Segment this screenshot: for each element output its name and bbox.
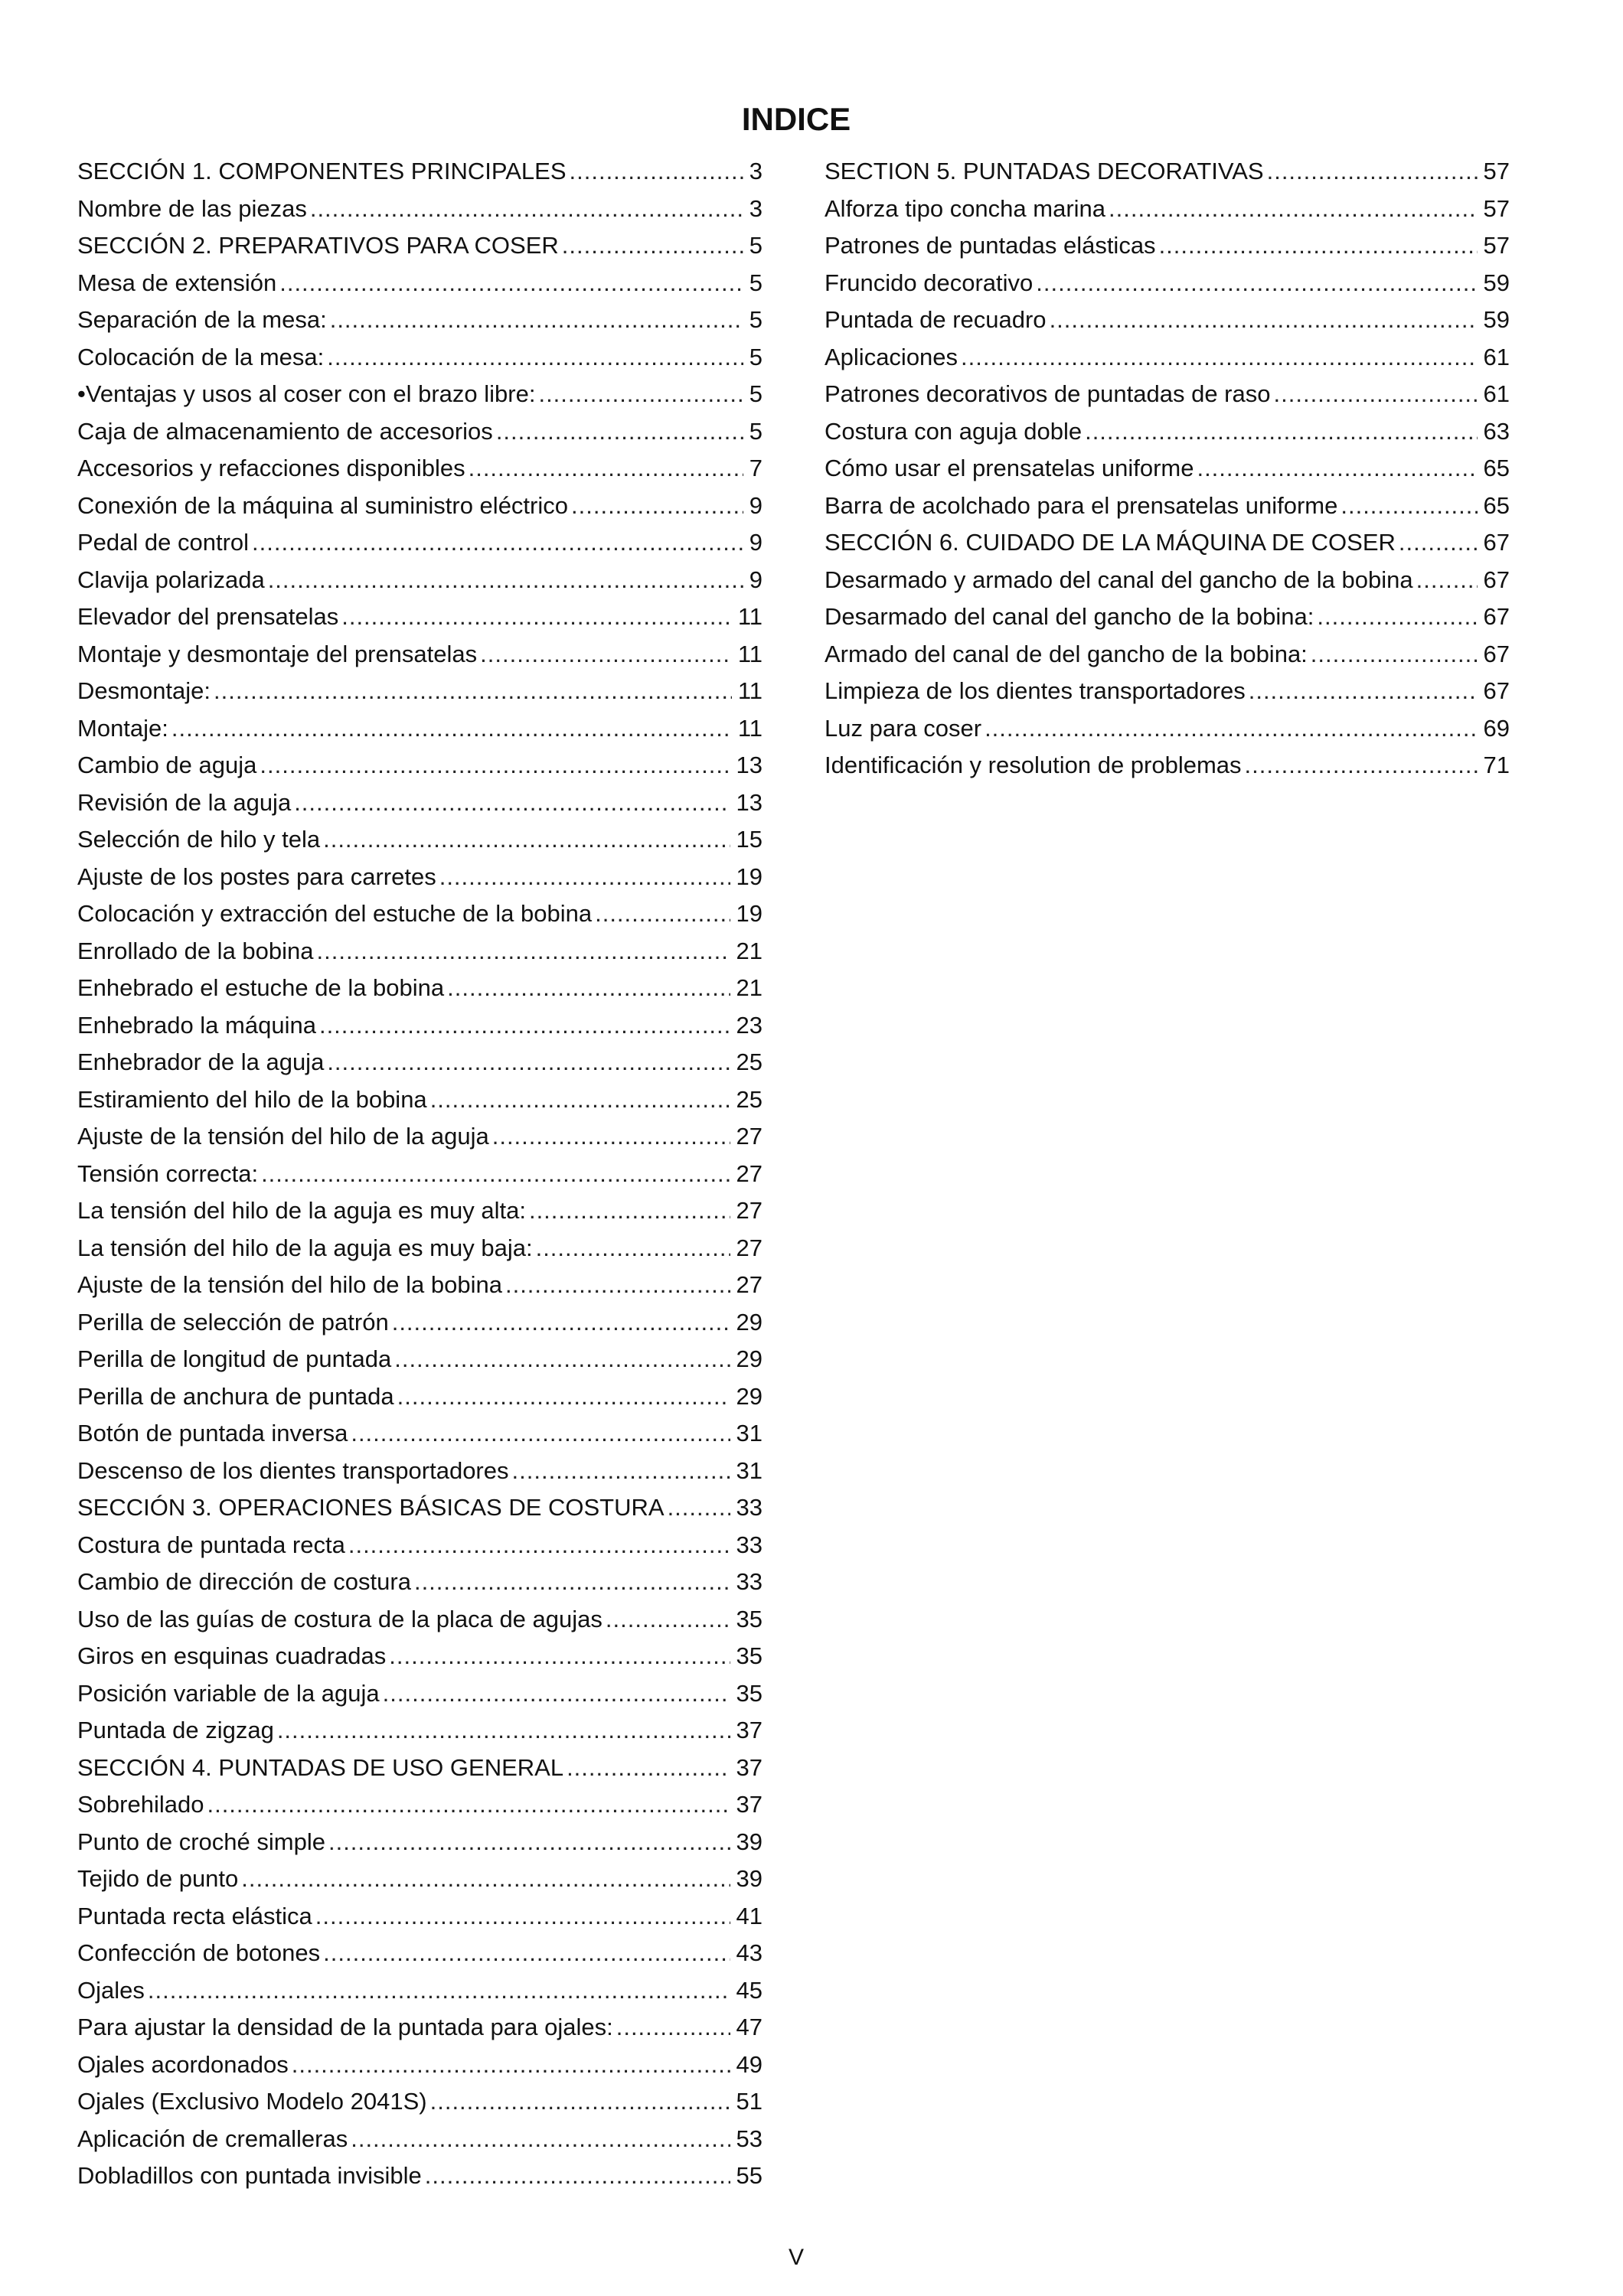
dot-leader (439, 859, 730, 896)
dot-leader (616, 2009, 730, 2047)
toc-entry[interactable] (77, 1304, 763, 1342)
dot-leader (319, 1007, 730, 1045)
toc-entry-page-number: 9 (749, 529, 763, 556)
dot-leader (512, 1453, 730, 1490)
toc-entry-page-number: 21 (736, 974, 763, 1001)
toc-entry[interactable] (77, 1118, 763, 1156)
toc-entry-label: Dobladillos con puntada invisible (77, 2162, 422, 2189)
toc-entry[interactable] (77, 1898, 763, 1936)
toc-entry-page-number: 27 (736, 1271, 763, 1298)
toc-entry-label: Armado del canal de del gancho de la bobina: (825, 640, 1308, 667)
toc-entry[interactable] (825, 339, 1510, 377)
dot-leader (323, 821, 730, 859)
toc-entry[interactable] (77, 1378, 763, 1416)
toc-entry-label: SECCIÓN 2. PREPARATIVOS PARA COSER (77, 232, 559, 259)
toc-entry[interactable] (77, 1489, 763, 1527)
toc-entry[interactable] (77, 1638, 763, 1675)
toc-entry-label: SECCIÓN 4. PUNTADAS DE USO GENERAL (77, 1753, 564, 1781)
toc-entry-label: La tensión del hilo de la aguja es muy alta: (77, 1197, 526, 1224)
dot-leader (571, 488, 743, 525)
toc-entry-label: Montaje: (77, 714, 168, 742)
toc-entry-label: Perilla de longitud de puntada (77, 1345, 392, 1372)
toc-entry[interactable] (77, 1230, 763, 1267)
toc-entry[interactable] (77, 1675, 763, 1713)
toc-entry[interactable] (825, 376, 1510, 413)
toc-entry[interactable] (77, 1972, 763, 2010)
toc-entry-label: Estiramiento del hilo de la bobina (77, 1085, 427, 1113)
toc-entry-page-number: 35 (736, 1642, 763, 1669)
toc-entry-label: Separación de la mesa: (77, 306, 327, 333)
dot-leader (252, 524, 743, 562)
toc-entry-page-number: 33 (736, 1531, 763, 1558)
toc-entry[interactable] (825, 562, 1510, 599)
toc-entry-label: Conexión de la máquina al suministro eléctrico (77, 491, 568, 519)
toc-entry-page-number: 29 (736, 1308, 763, 1336)
toc-entry-page-number: 37 (736, 1717, 763, 1743)
toc-entry-label: SECCIÓN 1. COMPONENTES PRINCIPALES (77, 158, 567, 184)
toc-entry[interactable] (77, 153, 763, 191)
dot-leader (214, 673, 732, 710)
toc-entry-page-number: 37 (736, 1791, 763, 1818)
toc-entry-label: Desmontaje: (77, 677, 211, 704)
toc-entry-label: Puntada de recuadro (825, 306, 1047, 333)
toc-entry[interactable] (77, 1564, 763, 1601)
dot-leader (277, 1712, 730, 1750)
dot-leader (447, 970, 730, 1007)
toc-entry-label: Confección de botones (77, 1939, 321, 1966)
toc-entry-page-number: 59 (1483, 306, 1510, 333)
toc-entry-label: Ajuste de los postes para carretes (77, 863, 436, 890)
toc-entry[interactable] (77, 821, 763, 859)
toc-entry[interactable] (77, 1712, 763, 1750)
toc-entry-label: Selección de hilo y tela (77, 826, 321, 853)
dot-leader (327, 339, 743, 377)
toc-entry-page-number: 5 (749, 269, 763, 296)
toc-entry-label: Aplicación de cremalleras (77, 2125, 348, 2152)
toc-entry-page-number: 25 (736, 1049, 763, 1075)
toc-entry[interactable] (77, 302, 763, 339)
toc-entry-label: Aplicaciones (825, 343, 958, 370)
toc-entry[interactable] (825, 710, 1510, 748)
dot-leader (310, 191, 743, 228)
toc-entry-page-number: 61 (1483, 343, 1510, 370)
toc-entry-page-number: 25 (736, 1085, 763, 1113)
toc-entry-label: Elevador del prensatelas (77, 603, 339, 630)
toc-entry-page-number: 37 (736, 1753, 763, 1781)
toc-entry-label: Patrones de puntadas elásticas (825, 232, 1156, 259)
toc-entry-page-number: 65 (1483, 455, 1510, 481)
toc-entry[interactable] (825, 191, 1510, 228)
dot-leader (327, 1044, 730, 1081)
dot-leader (1267, 153, 1478, 191)
toc-entry[interactable] (77, 1415, 763, 1453)
toc-entry-label: Mesa de extensión (77, 269, 277, 296)
toc-entry-page-number: 71 (1483, 752, 1510, 778)
dot-leader (480, 636, 732, 673)
dot-leader (323, 1935, 730, 1972)
dot-leader (328, 1824, 730, 1861)
toc-entry-page-number: 5 (749, 417, 763, 445)
dot-leader (606, 1601, 730, 1639)
toc-entry[interactable] (77, 562, 763, 599)
toc-entry[interactable] (77, 1527, 763, 1564)
dot-leader (241, 1861, 730, 1898)
dot-leader (341, 598, 732, 636)
toc-entry-label: Cambio de aguja (77, 752, 257, 778)
toc-entry[interactable] (77, 710, 763, 748)
toc-entry-label: Sobrehilado (77, 1791, 204, 1818)
toc-entry-label: Enhebrador de la aguja (77, 1049, 325, 1075)
toc-entry-page-number: 13 (736, 788, 763, 816)
toc-entry[interactable] (77, 488, 763, 525)
toc-entry-page-number: 39 (736, 1828, 763, 1855)
toc-entry[interactable] (77, 227, 763, 265)
toc-entry-label: Puntada recta elástica (77, 1902, 312, 1929)
toc-entry-label: Patrones decorativos de puntadas de raso (825, 380, 1271, 407)
toc-entry-label: Enrollado de la bobina (77, 937, 314, 964)
toc-entry-page-number: 11 (737, 714, 763, 742)
toc-entry-label: Colocación y extracción del estuche de la bobina (77, 900, 593, 927)
toc-entry[interactable] (825, 413, 1510, 451)
toc-entry[interactable] (77, 1192, 763, 1230)
dot-leader (1341, 488, 1477, 525)
toc-entry[interactable] (77, 339, 763, 377)
toc-entry-label: Revisión de la aguja (77, 788, 292, 816)
toc-entry[interactable] (77, 1267, 763, 1304)
toc-entry-label: SECTION 5. PUNTADAS DECORATIVAS (825, 158, 1264, 184)
dot-leader (279, 265, 743, 302)
toc-entry-label: Ajuste de la tensión del hilo de la aguja (77, 1123, 489, 1150)
toc-entry[interactable] (77, 1861, 763, 1898)
toc-entry-page-number: 9 (749, 491, 763, 519)
dot-leader (1416, 562, 1478, 599)
toc-entry-page-number: 5 (749, 232, 763, 259)
toc-entry-page-number: 29 (736, 1345, 763, 1372)
toc-entry-page-number: 53 (736, 2125, 763, 2152)
toc-entry-page-number: 67 (1483, 603, 1510, 630)
toc-right-column (825, 153, 1510, 784)
dot-leader (315, 1898, 730, 1936)
toc-entry-page-number: 59 (1483, 269, 1510, 296)
dot-leader (570, 153, 743, 191)
dot-leader (351, 2121, 730, 2158)
toc-entry-page-number: 49 (736, 2050, 763, 2078)
dot-leader (562, 227, 743, 265)
toc-entry-page-number: 19 (736, 863, 763, 890)
dot-leader (268, 562, 743, 599)
toc-entry-label: Costura con aguja doble (825, 417, 1083, 445)
dot-leader (1245, 747, 1478, 784)
toc-entry[interactable] (77, 895, 763, 933)
toc-entry[interactable] (77, 673, 763, 710)
dot-leader (1159, 227, 1478, 265)
toc-entry-page-number: 19 (736, 900, 763, 927)
dot-leader (1399, 524, 1478, 562)
dot-leader (397, 1378, 730, 1416)
toc-entry[interactable] (77, 1786, 763, 1824)
dot-leader (260, 747, 730, 784)
toc-entry-page-number: 5 (749, 380, 763, 407)
toc-entry[interactable] (77, 2121, 763, 2158)
toc-entry[interactable] (825, 673, 1510, 710)
toc-entry[interactable] (825, 153, 1510, 191)
toc-entry-page-number: 5 (749, 343, 763, 370)
toc-entry[interactable] (825, 450, 1510, 488)
toc-entry-label: Fruncido decorativo (825, 269, 1034, 296)
dot-leader (389, 1638, 730, 1675)
dot-leader (536, 1230, 730, 1267)
toc-entry-label: Giros en esquinas cuadradas (77, 1642, 387, 1669)
toc-entry-page-number: 55 (736, 2162, 763, 2189)
toc-entry-label: Tensión correcta: (77, 1159, 259, 1187)
toc-entry-page-number: 69 (1483, 714, 1510, 742)
toc-entry-page-number: 23 (736, 1011, 763, 1039)
dot-leader (985, 710, 1477, 748)
toc-entry-page-number: 35 (736, 1679, 763, 1707)
dot-leader (1311, 636, 1478, 673)
toc-entry-label: Caja de almacenamiento de accesorios (77, 417, 493, 445)
dot-leader (294, 784, 730, 822)
toc-entry-label: Perilla de selección de patrón (77, 1308, 389, 1336)
toc-entry[interactable] (825, 227, 1510, 265)
toc-entry-page-number: 47 (736, 2014, 763, 2040)
toc-entry-label: Enhebrado el estuche de la bobina (77, 974, 445, 1001)
toc-entry-label: •Ventajas y usos al coser con el brazo libre: (77, 380, 536, 407)
dot-leader (292, 2047, 730, 2084)
toc-entry-page-number: 13 (736, 752, 763, 778)
toc-entry[interactable] (77, 1081, 763, 1119)
toc-entry-page-number: 11 (737, 603, 763, 630)
toc-entry-label: Ojales (77, 1976, 145, 2004)
dot-leader (148, 1972, 730, 2010)
dot-leader (207, 1786, 730, 1824)
toc-entry-label: Ajuste de la tensión del hilo de la bobina (77, 1271, 502, 1298)
toc-entry-page-number: 43 (736, 1939, 763, 1966)
dot-leader (538, 376, 743, 413)
toc-entry[interactable] (77, 2157, 763, 2195)
toc-entry[interactable] (77, 1750, 763, 1787)
toc-entry-page-number: 67 (1483, 566, 1510, 593)
toc-entry[interactable] (77, 1601, 763, 1639)
dot-leader (529, 1192, 730, 1230)
dot-leader (414, 1564, 730, 1601)
toc-entry-label: Para ajustar la densidad de la puntada para ojales: (77, 2014, 613, 2040)
toc-entry-label: Luz para coser (825, 714, 982, 742)
dot-leader (261, 1156, 730, 1193)
toc-entry-label: Limpieza de los dientes transportadores (825, 677, 1246, 704)
dot-leader (595, 895, 730, 933)
toc-entry-label: SECCIÓN 6. CUIDADO DE LA MÁQUINA DE COSER (825, 529, 1396, 556)
dot-leader (330, 302, 743, 339)
dot-leader (505, 1267, 730, 1304)
toc-entry[interactable] (77, 1156, 763, 1193)
toc-entry[interactable] (77, 1044, 763, 1081)
toc-entry[interactable] (77, 747, 763, 784)
dot-leader (1085, 413, 1477, 451)
toc-entry[interactable] (825, 524, 1510, 562)
toc-entry-page-number: 5 (749, 306, 763, 333)
toc-entry-page-number: 9 (749, 566, 763, 593)
toc-entry[interactable] (825, 302, 1510, 339)
toc-entry-page-number: 57 (1483, 158, 1510, 184)
dot-leader (1317, 598, 1477, 636)
toc-entry-page-number: 15 (736, 826, 763, 853)
toc-entry[interactable] (825, 636, 1510, 673)
toc-entry-label: Puntada de zigzag (77, 1717, 274, 1743)
toc-entry-page-number: 7 (749, 455, 763, 481)
toc-entry-label: Barra de acolchado para el prensatelas uniforme (825, 491, 1338, 519)
toc-entry-label: Alforza tipo concha marina (825, 194, 1106, 222)
toc-entry-page-number: 27 (736, 1159, 763, 1187)
dot-leader (1197, 450, 1477, 488)
toc-entry-page-number: 27 (736, 1123, 763, 1150)
toc-left-column (77, 153, 763, 2195)
toc-entry-label: Colocación de la mesa: (77, 343, 325, 370)
dot-leader (394, 1341, 730, 1378)
toc-entry-page-number: 45 (736, 1976, 763, 2004)
toc-entry-page-number: 51 (736, 2088, 763, 2115)
toc-entry-page-number: 35 (736, 1605, 763, 1632)
dot-leader (317, 933, 730, 970)
toc-entry-label: Punto de croché simple (77, 1828, 325, 1855)
toc-entry-label: Posición variable de la aguja (77, 1679, 380, 1707)
toc-entry-label: Uso de las guías de costura de la placa de agujas (77, 1605, 603, 1632)
toc-entry[interactable] (825, 598, 1510, 636)
toc-entry-page-number: 41 (736, 1902, 763, 1929)
toc-entry-label: Montaje y desmontaje del prensatelas (77, 640, 478, 667)
toc-entry[interactable] (825, 488, 1510, 525)
toc-entry[interactable] (77, 2083, 763, 2121)
toc-entry[interactable] (825, 747, 1510, 784)
toc-entry-page-number: 3 (749, 194, 763, 222)
dot-leader (668, 1489, 730, 1527)
toc-entry-page-number: 11 (737, 640, 763, 667)
toc-entry-page-number: 57 (1483, 194, 1510, 222)
dot-leader (1036, 265, 1477, 302)
toc-entry[interactable] (77, 1935, 763, 1972)
toc-entry[interactable] (77, 524, 763, 562)
toc-entry-label: Descenso de los dientes transportadores (77, 1456, 509, 1484)
toc-entry[interactable] (77, 450, 763, 488)
toc-entry[interactable] (825, 265, 1510, 302)
dot-leader (430, 1081, 730, 1119)
dot-leader (425, 2157, 730, 2195)
toc-entry-label: Identificación y resolution de problemas (825, 752, 1242, 778)
dot-leader (496, 413, 743, 451)
toc-entry-page-number: 67 (1483, 677, 1510, 704)
toc-entry-page-number: 31 (736, 1420, 763, 1446)
toc-entry-page-number: 33 (736, 1568, 763, 1595)
toc-entry-page-number: 11 (737, 677, 763, 704)
toc-entry-label: Botón de puntada inversa (77, 1420, 348, 1446)
dot-leader (1274, 376, 1478, 413)
toc-entry-label: Clavija polarizada (77, 566, 265, 593)
toc-entry-label: Accesorios y refacciones disponibles (77, 455, 465, 481)
dot-leader (171, 710, 732, 748)
toc-entry[interactable] (77, 1341, 763, 1378)
toc-entry[interactable] (77, 598, 763, 636)
toc-entry[interactable] (77, 1007, 763, 1045)
dot-leader (961, 339, 1477, 377)
toc-entry[interactable] (77, 859, 763, 896)
dot-leader (1249, 673, 1478, 710)
toc-entry[interactable] (77, 265, 763, 302)
toc-entry-page-number: 29 (736, 1382, 763, 1410)
dot-leader (348, 1527, 730, 1564)
toc-entry-label: Cambio de dirección de costura (77, 1568, 411, 1595)
dot-leader (567, 1750, 730, 1787)
toc-entry-page-number: 67 (1483, 529, 1510, 556)
toc-entry[interactable] (77, 636, 763, 673)
dot-leader (430, 2083, 730, 2121)
toc-entry[interactable] (77, 191, 763, 228)
toc-entry-label: Pedal de control (77, 529, 250, 556)
toc-entry-label: Tejido de punto (77, 1865, 239, 1892)
dot-leader (351, 1415, 730, 1453)
toc-entry[interactable] (77, 2047, 763, 2084)
toc-entry-page-number: 27 (736, 1197, 763, 1224)
toc-entry[interactable] (77, 376, 763, 413)
toc-entry[interactable] (77, 933, 763, 970)
toc-entry-page-number: 39 (736, 1865, 763, 1892)
toc-entry-label: Costura de puntada recta (77, 1531, 345, 1558)
toc-entry-label: Perilla de anchura de puntada (77, 1382, 394, 1410)
dot-leader (383, 1675, 730, 1713)
toc-entry-label: Desarmado del canal del gancho de la bobina: (825, 603, 1314, 630)
toc-entry-page-number: 67 (1483, 640, 1510, 667)
toc-entry-label: Nombre de las piezas (77, 194, 307, 222)
toc-entry[interactable] (77, 970, 763, 1007)
toc-entry[interactable] (77, 784, 763, 822)
toc-entry[interactable] (77, 1453, 763, 1490)
toc-entry[interactable] (77, 413, 763, 451)
toc-entry-page-number: 65 (1483, 491, 1510, 519)
page-number: V (788, 2245, 804, 2270)
dot-leader (469, 450, 743, 488)
toc-entry-label: Enhebrado la máquina (77, 1011, 316, 1039)
toc-entry-page-number: 63 (1483, 417, 1510, 445)
toc-entry-page-number: 3 (749, 158, 763, 184)
toc-entry-label: Ojales (Exclusivo Modelo 2041S) (77, 2088, 427, 2115)
dot-leader (1050, 302, 1478, 339)
toc-entry-page-number: 27 (736, 1234, 763, 1261)
toc-entry-page-number: 21 (736, 937, 763, 964)
toc-entry-page-number: 57 (1483, 232, 1510, 259)
page-title: INDICE (741, 101, 851, 138)
toc-entry-label: Ojales acordonados (77, 2050, 289, 2078)
toc-entry[interactable] (77, 1824, 763, 1861)
toc-entry-label: Cómo usar el prensatelas uniforme (825, 455, 1194, 481)
toc-entry-label: Desarmado y armado del canal del gancho de la bobina (825, 566, 1413, 593)
dot-leader (392, 1304, 730, 1342)
dot-leader (1109, 191, 1477, 228)
toc-entry-label: La tensión del hilo de la aguja es muy baja: (77, 1234, 533, 1261)
toc-entry-label: SECCIÓN 3. OPERACIONES BÁSICAS DE COSTURA (77, 1494, 665, 1521)
toc-entry-page-number: 61 (1483, 380, 1510, 407)
dot-leader (492, 1118, 730, 1156)
toc-entry[interactable] (77, 2009, 763, 2047)
toc-entry-page-number: 31 (736, 1456, 763, 1484)
toc-entry-page-number: 33 (736, 1494, 763, 1521)
